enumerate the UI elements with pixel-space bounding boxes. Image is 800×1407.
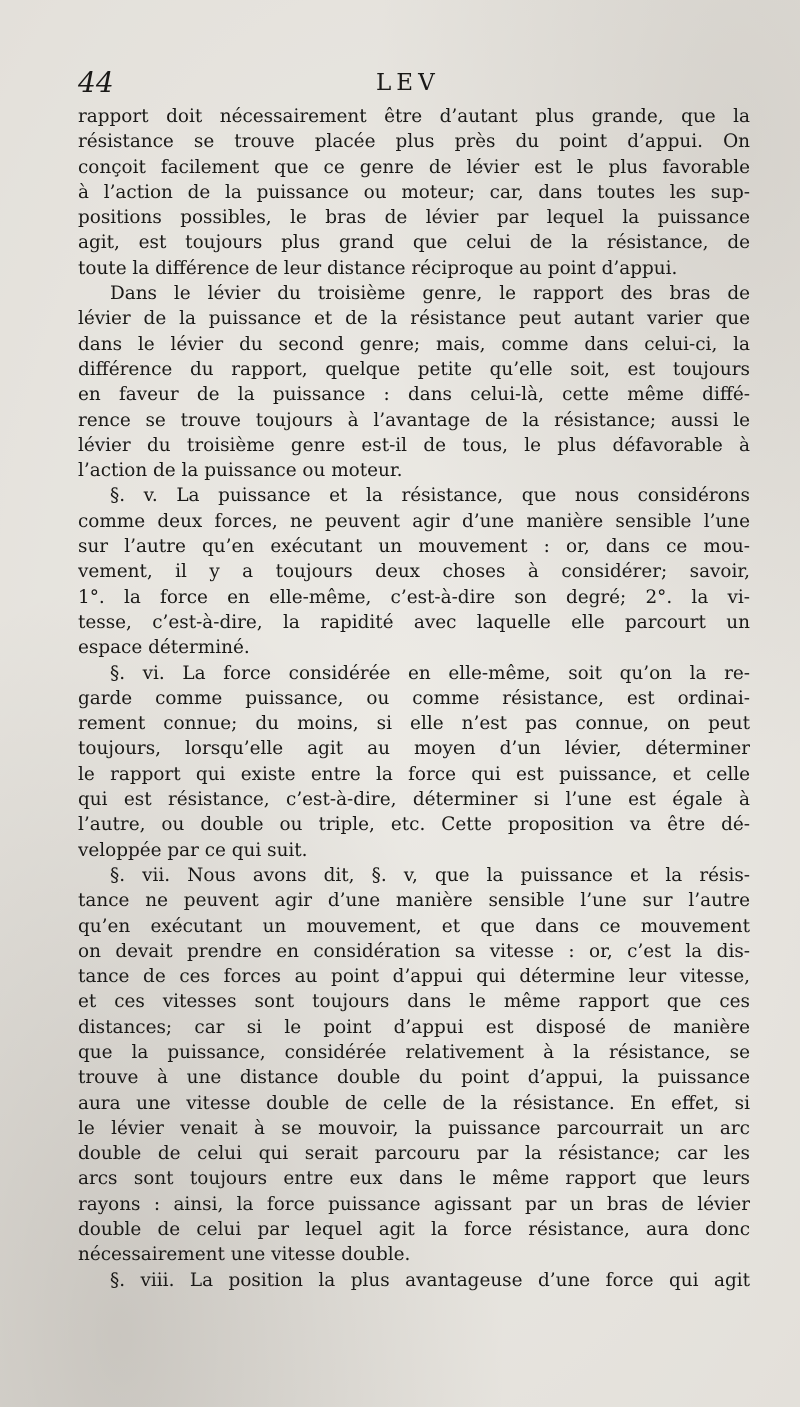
text-line: à l’action de la puissance ou moteur; car, dans toutes les sup- bbox=[78, 181, 750, 203]
text-line: double de celui qui serait parcouru par la résistance; car les bbox=[78, 1143, 750, 1165]
text-line: 1°. la force en elle-même, c’est-à-dire son degré; 2°. la vi- bbox=[78, 586, 750, 608]
text-line: toujours, lorsqu’elle agit au moyen d’un lévier, déterminer bbox=[78, 738, 750, 760]
text-line: l’autre, ou double ou triple, etc. Cette proposition va être dé- bbox=[78, 814, 750, 836]
text-line: §. vi. La force considérée en elle-même, soit qu’on la re- bbox=[110, 662, 750, 684]
text-line: conçoit facilement que ce genre de lévier est le plus favorable bbox=[78, 156, 750, 178]
text-line: §. vii. Nous avons dit, §. v, que la puissance et la résis- bbox=[110, 864, 750, 886]
text-line: double de celui par lequel agit la force résistance, aura donc bbox=[78, 1219, 750, 1241]
text-line: le rapport qui existe entre la force qui est puissance, et celle bbox=[78, 763, 750, 785]
text-line: agit, est toujours plus grand que celui de la résistance, de bbox=[78, 232, 750, 254]
text-line: §. viii. La position la plus avantageuse d’une force qui agit bbox=[110, 1269, 750, 1291]
text-line: Dans le lévier du troisième genre, le rapport des bras de bbox=[110, 283, 750, 305]
text-line: lévier du troisième genre est-il de tous, le plus défavorable à bbox=[78, 434, 750, 456]
text-line: espace déterminé. bbox=[78, 637, 250, 659]
text-line: nécessairement une vitesse double. bbox=[78, 1244, 411, 1266]
text-line: rayons : ainsi, la force puissance agissant par un bras de lévier bbox=[78, 1193, 750, 1215]
page-number: 44 bbox=[78, 66, 114, 99]
text-line: tance de ces forces au point d’appui qui détermine leur vitesse, bbox=[78, 966, 750, 988]
text-line: dans le lévier du second genre; mais, comme dans celui-ci, la bbox=[78, 333, 750, 355]
text-line: rapport doit nécessairement être d’autant plus grande, que la bbox=[78, 106, 750, 127]
text-line: on devait prendre en considération sa vitesse : or, c’est la dis- bbox=[78, 940, 750, 962]
text-line: tesse, c’est-à-dire, la rapidité avec laquelle elle parcourt un bbox=[78, 611, 750, 633]
text-line: vement, il y a toujours deux choses à considérer; savoir, bbox=[78, 561, 750, 583]
text-line: garde comme puissance, ou comme résistance, est ordinai- bbox=[78, 687, 750, 709]
body-text bbox=[78, 104, 750, 1293]
text-line: positions possibles, le bras de lévier par lequel la puissance bbox=[78, 207, 750, 229]
text-line: résistance se trouve placée plus près du point d’appui. On bbox=[78, 131, 750, 153]
text-line: différence du rapport, quelque petite qu’elle soit, est toujours bbox=[78, 358, 750, 380]
text-line: l’action de la puissance ou moteur. bbox=[78, 460, 403, 482]
text-line: le lévier venait à se mouvoir, la puissance parcourrait un arc bbox=[78, 1117, 750, 1139]
text-line: sur l’autre qu’en exécutant un mouvement : or, dans ce mou- bbox=[78, 536, 750, 558]
text-line: qui est résistance, c’est-à-dire, déterminer si l’une est égale à bbox=[78, 789, 750, 811]
text-line: aura une vitesse double de celle de la résistance. En effet, si bbox=[78, 1092, 750, 1114]
text-line: en faveur de la puissance : dans celui-là, cette même diffé- bbox=[78, 384, 750, 406]
text-line: que la puissance, considérée relativement à la résistance, se bbox=[78, 1041, 750, 1063]
text-line: veloppée par ce qui suit. bbox=[78, 839, 308, 861]
text-line: rement connue; du moins, si elle n’est pas connue, on peut bbox=[78, 713, 750, 735]
text-line: comme deux forces, ne peuvent agir d’une manière sensible l’une bbox=[78, 510, 750, 532]
text-line: et ces vitesses sont toujours dans le même rapport que ces bbox=[78, 991, 750, 1013]
text-line: §. v. La puissance et la résistance, que nous considérons bbox=[110, 485, 750, 507]
text-line: trouve à une distance double du point d’appui, la puissance bbox=[78, 1067, 750, 1089]
text-line: lévier de la puissance et de la résistance peut autant varier que bbox=[78, 308, 750, 330]
text-line: rence se trouve toujours à l’avantage de la résistance; aussi le bbox=[78, 409, 750, 431]
running-head: LEV bbox=[376, 70, 440, 96]
text-line: qu’en exécutant un mouvement, et que dans ce mouvement bbox=[78, 915, 750, 937]
text-line: toute la différence de leur distance réciproque au point d’appui. bbox=[78, 257, 678, 279]
text-line: distances; car si le point d’appui est disposé de manière bbox=[78, 1016, 750, 1038]
text-line: arcs sont toujours entre eux dans le même rapport que leurs bbox=[78, 1168, 750, 1190]
text-line: tance ne peuvent agir d’une manière sensible l’une sur l’autre bbox=[78, 890, 750, 912]
